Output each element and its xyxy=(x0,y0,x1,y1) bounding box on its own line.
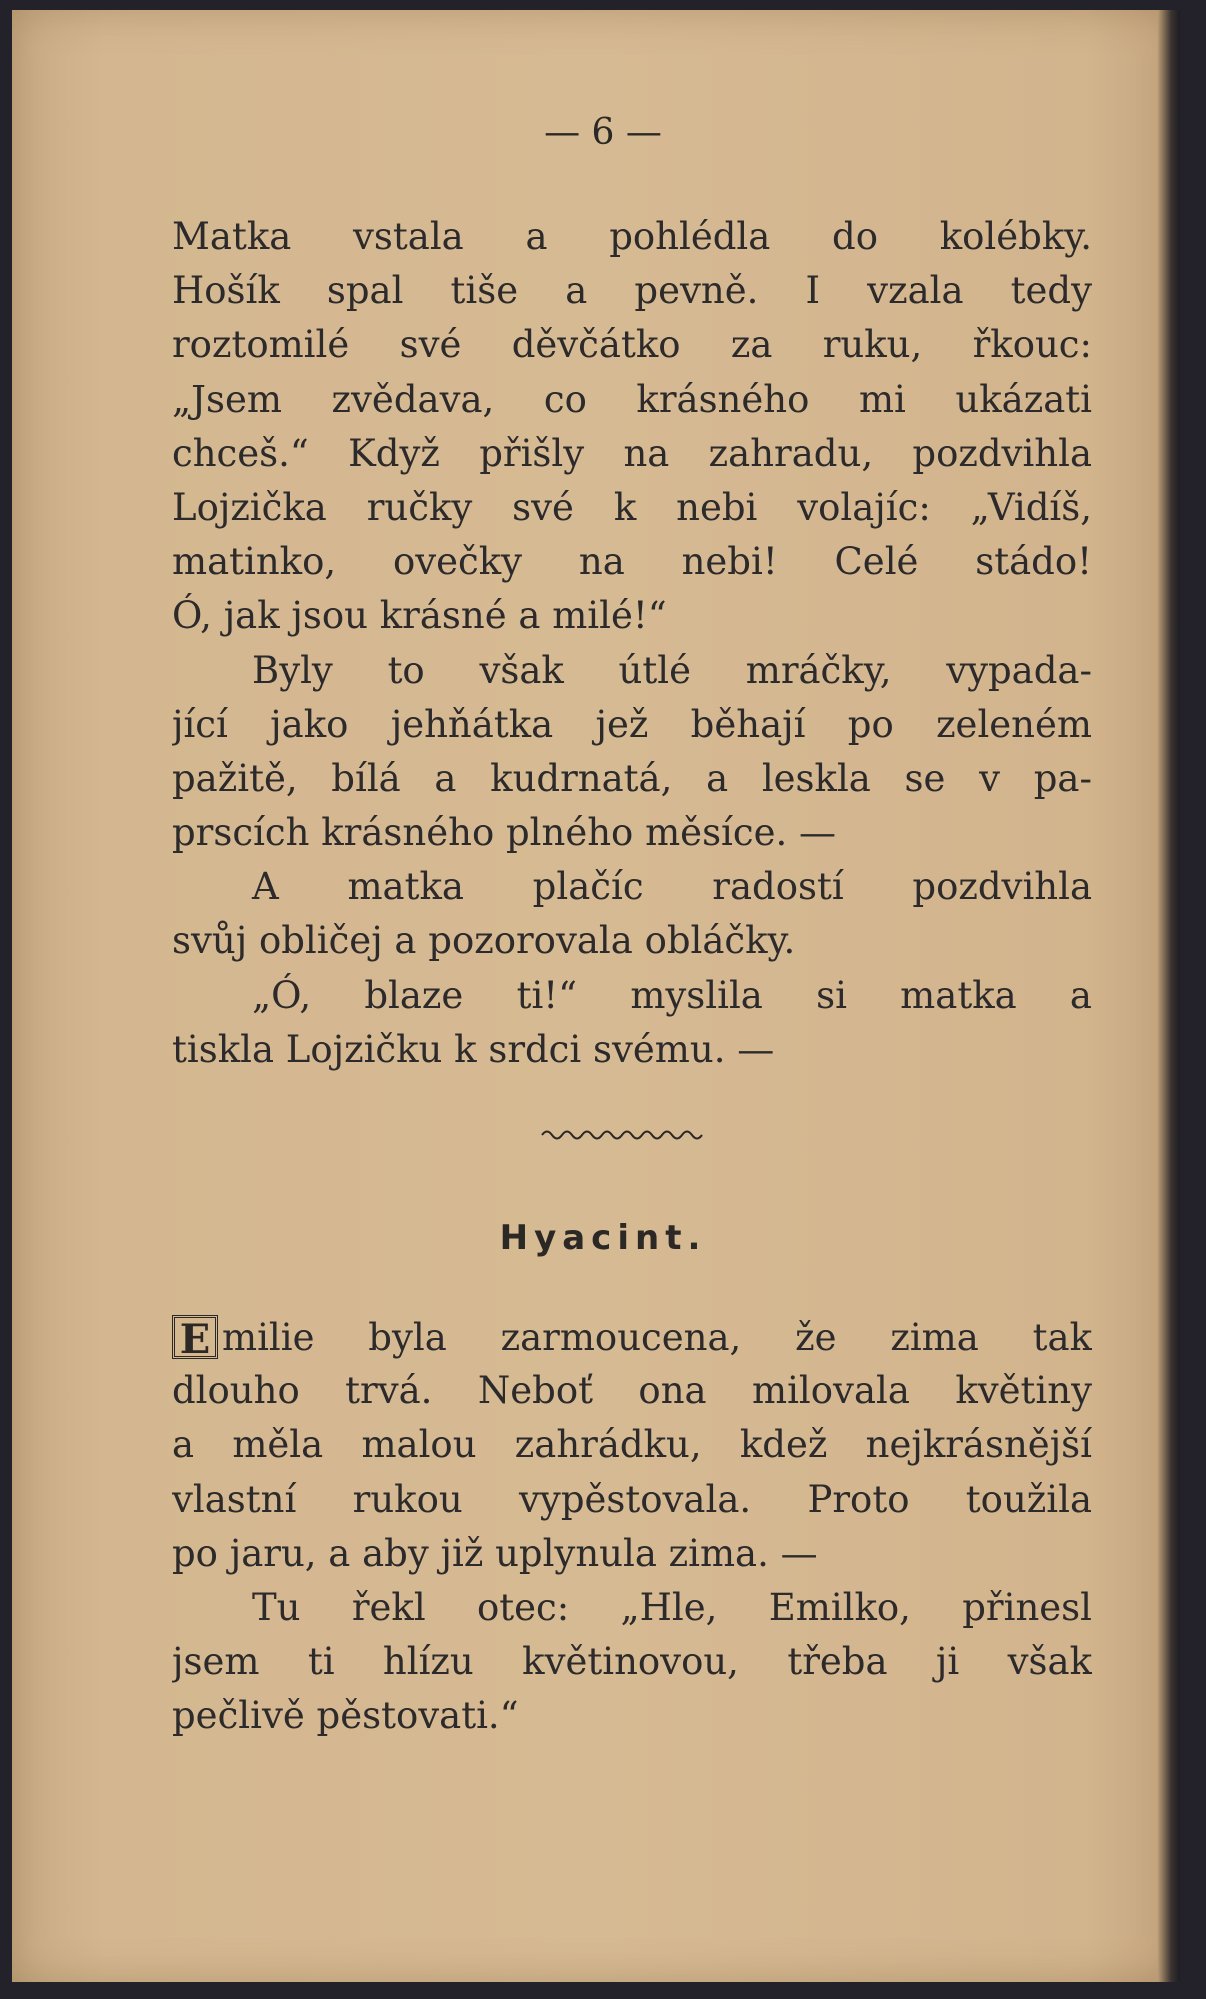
text-line: vlastní rukou vypěstovala. Proto toužila xyxy=(172,1477,1092,1521)
text-line: jící jako jehňátka jež běhají po zeleném xyxy=(172,702,1092,746)
text-line: Lojzička ručky své k nebi volajíc: „Vidíš, xyxy=(172,485,1092,529)
book-spine xyxy=(1158,10,1180,1982)
first-line xyxy=(172,1310,1092,1364)
text-line: svůj obličej a pozorovala obláčky. xyxy=(172,919,796,963)
text-line: Byly to však útlé mráčky, vypada- xyxy=(252,648,1092,692)
text-line: pažitě, bílá a kudrnatá, a leskla se v pa- xyxy=(172,756,1092,800)
text-line: tiskla Lojzičku k srdci svému. — xyxy=(172,1027,775,1071)
wavy-divider-ornament xyxy=(540,1125,705,1145)
text-line: prscích krásného plného měsíce. — xyxy=(172,811,837,855)
text-line: Ó, jak jsou krásné a milé!“ xyxy=(172,594,667,638)
text-line: jsem ti hlízu květinovou, třeba ji však xyxy=(172,1640,1092,1684)
text-line: „Jsem zvědava, co krásného mi ukázati xyxy=(172,377,1092,421)
text-line: milie byla zarmoucena, že zima tak xyxy=(222,1315,1092,1359)
text-line: po jaru, a aby již uplynula zima. — xyxy=(172,1531,818,1575)
text-line: pečlivě pěstovati.“ xyxy=(172,1694,519,1738)
text-line: roztomilé své děvčátko za ruku, řkouc: xyxy=(172,323,1092,367)
text-line: Matka vstala a pohlédla do kolébky. xyxy=(172,215,1092,258)
text-line: chceš.“ Když přišly na zahradu, pozdvihla xyxy=(172,431,1092,475)
text-line: „Ó, blaze ti!“ myslila si matka a xyxy=(252,973,1092,1017)
decorated-initial: E xyxy=(172,1315,218,1359)
text-line: a měla malou zahrádku, kdež nejkrásnější xyxy=(172,1423,1092,1467)
paragraph-block-hyacint xyxy=(172,1310,1092,1744)
page-number: — 6 — xyxy=(544,112,662,153)
paragraph-block-matka xyxy=(172,210,1092,1077)
text-line: matinko, ovečky na nebi! Celé stádo! xyxy=(172,540,1092,584)
text-line: A matka plačíc radostí pozdvihla xyxy=(252,865,1092,909)
text-line: dlouho trvá. Neboť ona milovala květiny xyxy=(172,1369,1092,1413)
section-heading: Hyacint. xyxy=(499,1218,707,1258)
text-line: Tu řekl otec: „Hle, Emilko, přinesl xyxy=(252,1585,1092,1629)
text-line: Hošík spal tiše a pevně. I vzala tedy xyxy=(172,269,1092,313)
